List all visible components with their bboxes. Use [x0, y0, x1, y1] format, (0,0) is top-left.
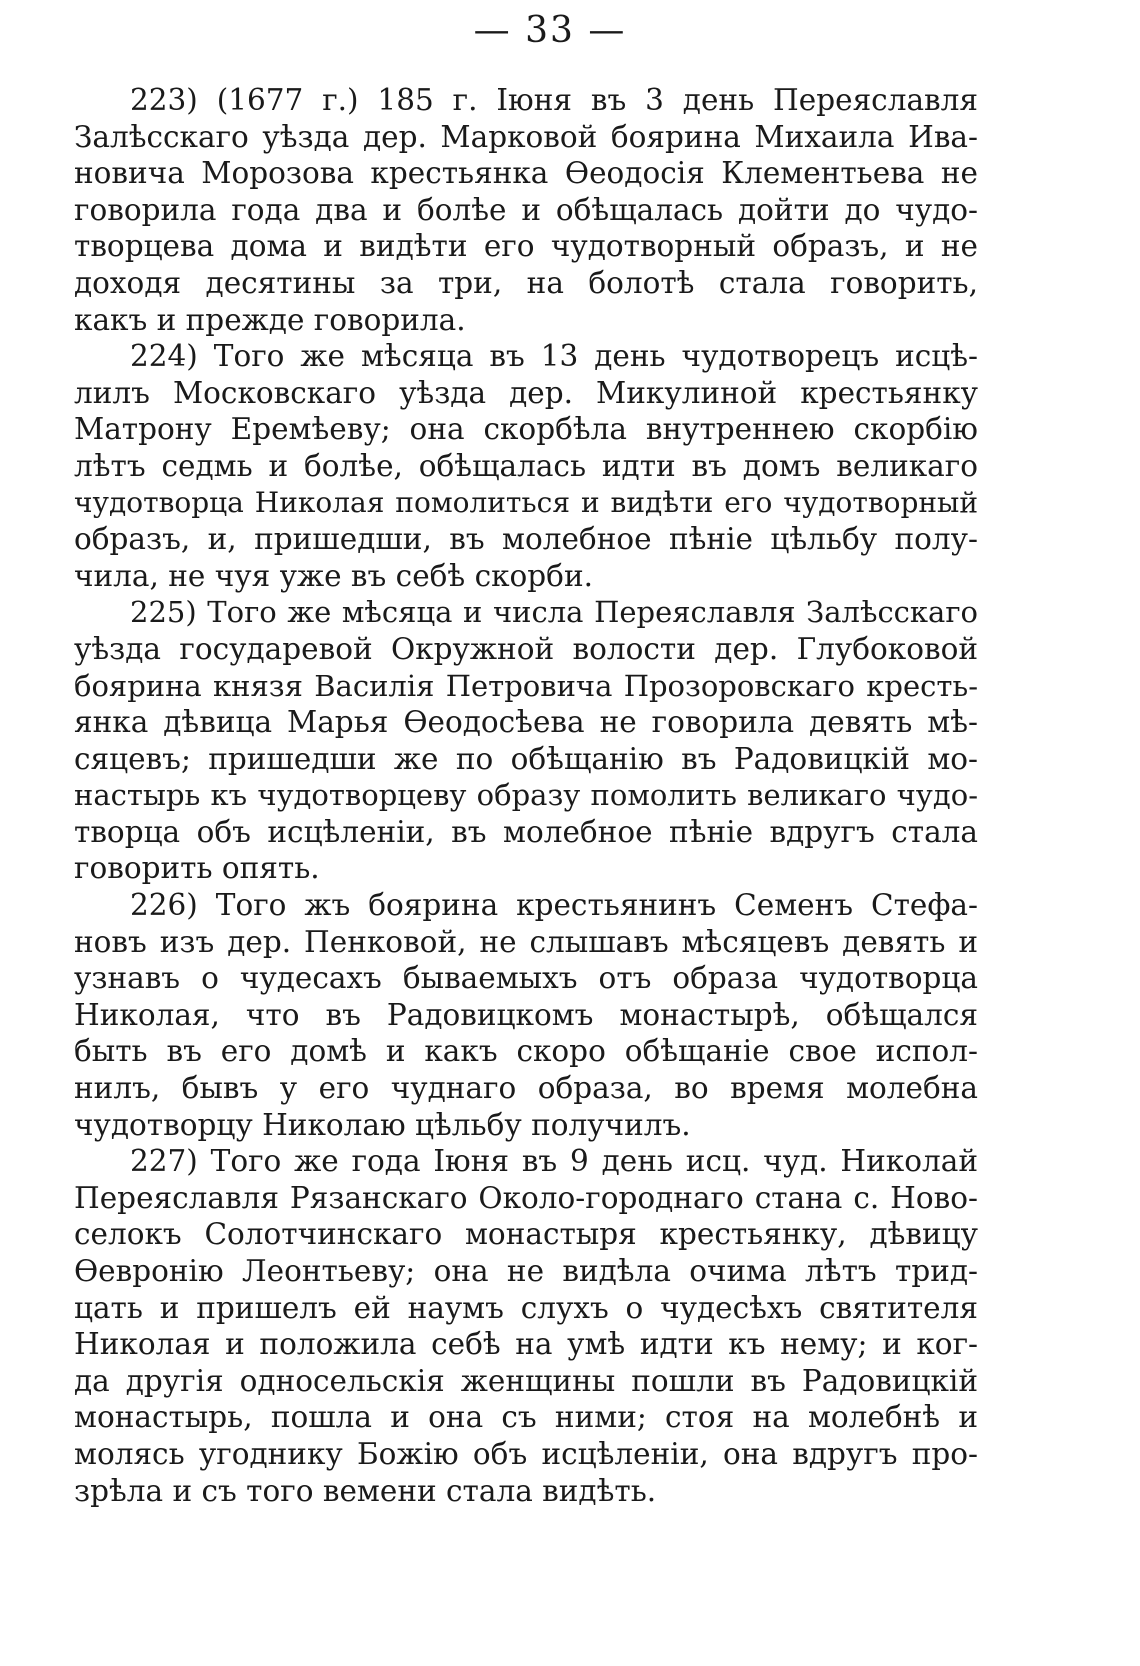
text-line: селокъ Солотчинскаго монастыря крестьянку, дѣвицу — [74, 1217, 978, 1252]
text-line: янка дѣвица Марья Ѳеодосѣева не говорила девять мѣ- — [74, 705, 978, 740]
text-line: 225) Того же мѣсяца и числа Переяславля Залѣсскаго — [130, 595, 978, 630]
paragraph-226 — [74, 887, 978, 1143]
text-line: боярина князя Василія Петровича Прозоровскаго кресть- — [74, 668, 978, 703]
text-line: быть въ его домѣ и какъ скоро обѣщаніе свое испол- — [74, 1034, 978, 1069]
text-line: нилъ, бывъ у его чуднаго образа, во время молебна — [74, 1071, 978, 1106]
text-line: Ѳевронію Леонтьеву; она не видѣла очима лѣтъ трид- — [74, 1254, 978, 1288]
text-line: лилъ Московскаго уѣзда дер. Микулиной крестьянку — [74, 375, 978, 410]
text-line: образъ, и, пришедши, въ молебное пѣніе цѣльбу полу- — [74, 522, 978, 557]
text-line: Залѣсскаго уѣзда дер. Марковой боярина Михаила Ива- — [74, 119, 978, 154]
text-line: монастырь, пошла и она съ ними; стоя на молебнѣ и — [74, 1400, 978, 1435]
text-line: Николая и положила себѣ на умѣ идти къ нему; и ког- — [74, 1327, 978, 1362]
page-number: — 33 — — [473, 10, 627, 51]
paragraph-223 — [74, 82, 978, 338]
page-body — [74, 82, 978, 1509]
text-line: творцева дома и видѣти его чудотворный образъ, и не — [74, 229, 978, 264]
text-line: какъ и прежде говорила. — [74, 302, 466, 337]
text-line: 223) (1677 г.) 185 г. Iюня въ 3 день Переяславля — [130, 83, 978, 117]
text-line: лѣтъ седмь и болѣе, обѣщалась идти въ домъ великаго — [74, 448, 978, 483]
text-line: настырь къ чудотворцеву образу помолить великаго чудо- — [74, 778, 978, 813]
text-line: Переяславля Рязанскаго Около-городнаго стана с. Ново- — [74, 1180, 978, 1215]
text-line: цать и пришелъ ей наумъ слухъ о чудесѣхъ святителя — [74, 1290, 978, 1325]
text-line: сяцевъ; пришедши же по обѣщанію въ Радовицкій мо- — [74, 741, 978, 776]
text-line: зрѣла и съ того вемени стала видѣть. — [74, 1473, 657, 1508]
text-line: Матрону Еремѣеву; она скорбѣла внутреннею скорбію — [74, 412, 978, 447]
text-line: узнавъ о чудесахъ бываемыхъ отъ образа чудотворца — [74, 961, 978, 996]
paragraph-225 — [74, 594, 978, 887]
text-line: говорить опять. — [74, 851, 320, 886]
paragraph-227 — [74, 1143, 978, 1509]
text-line: говорила года два и болѣе и обѣщалась дойти до чудо- — [74, 192, 978, 227]
text-line: чудотворцу Николаю цѣльбу получилъ. — [74, 1107, 691, 1142]
text-line: да другія односельскія женщины пошли въ Радовицкій — [74, 1363, 978, 1398]
text-line: доходя десятины за три, на болотѣ стала говорить, — [74, 265, 978, 300]
text-line: творца объ исцѣленіи, въ молебное пѣніе вдругъ стала — [74, 814, 978, 849]
text-line: молясь угоднику Божію объ исцѣленіи, она вдругъ про- — [74, 1436, 978, 1471]
text-line: уѣзда государевой Окружной волости дер. Глубоковой — [74, 631, 978, 666]
text-line: чудотворца Николая помолиться и видѣти его чудотворный — [74, 485, 978, 519]
text-line: Николая, что въ Радовицкомъ монастырѣ, обѣщался — [74, 997, 978, 1032]
text-line: чила, не чуя уже въ себѣ скорби. — [74, 558, 593, 593]
text-line: 227) Того же года Iюня въ 9 день исц. чуд. Николай — [130, 1144, 978, 1179]
text-line: новича Морозова крестьянка Ѳеодосія Клементьева не — [74, 156, 978, 191]
text-line: 224) Того же мѣсяца въ 13 день чудотворецъ исцѣ- — [130, 339, 978, 374]
paragraph-224 — [74, 338, 978, 594]
text-line: новъ изъ дер. Пенковой, не слышавъ мѣсяцевъ девять и — [74, 924, 978, 959]
text-line: 226) Того жъ боярина крестьянинъ Семенъ Стефа- — [130, 888, 978, 923]
